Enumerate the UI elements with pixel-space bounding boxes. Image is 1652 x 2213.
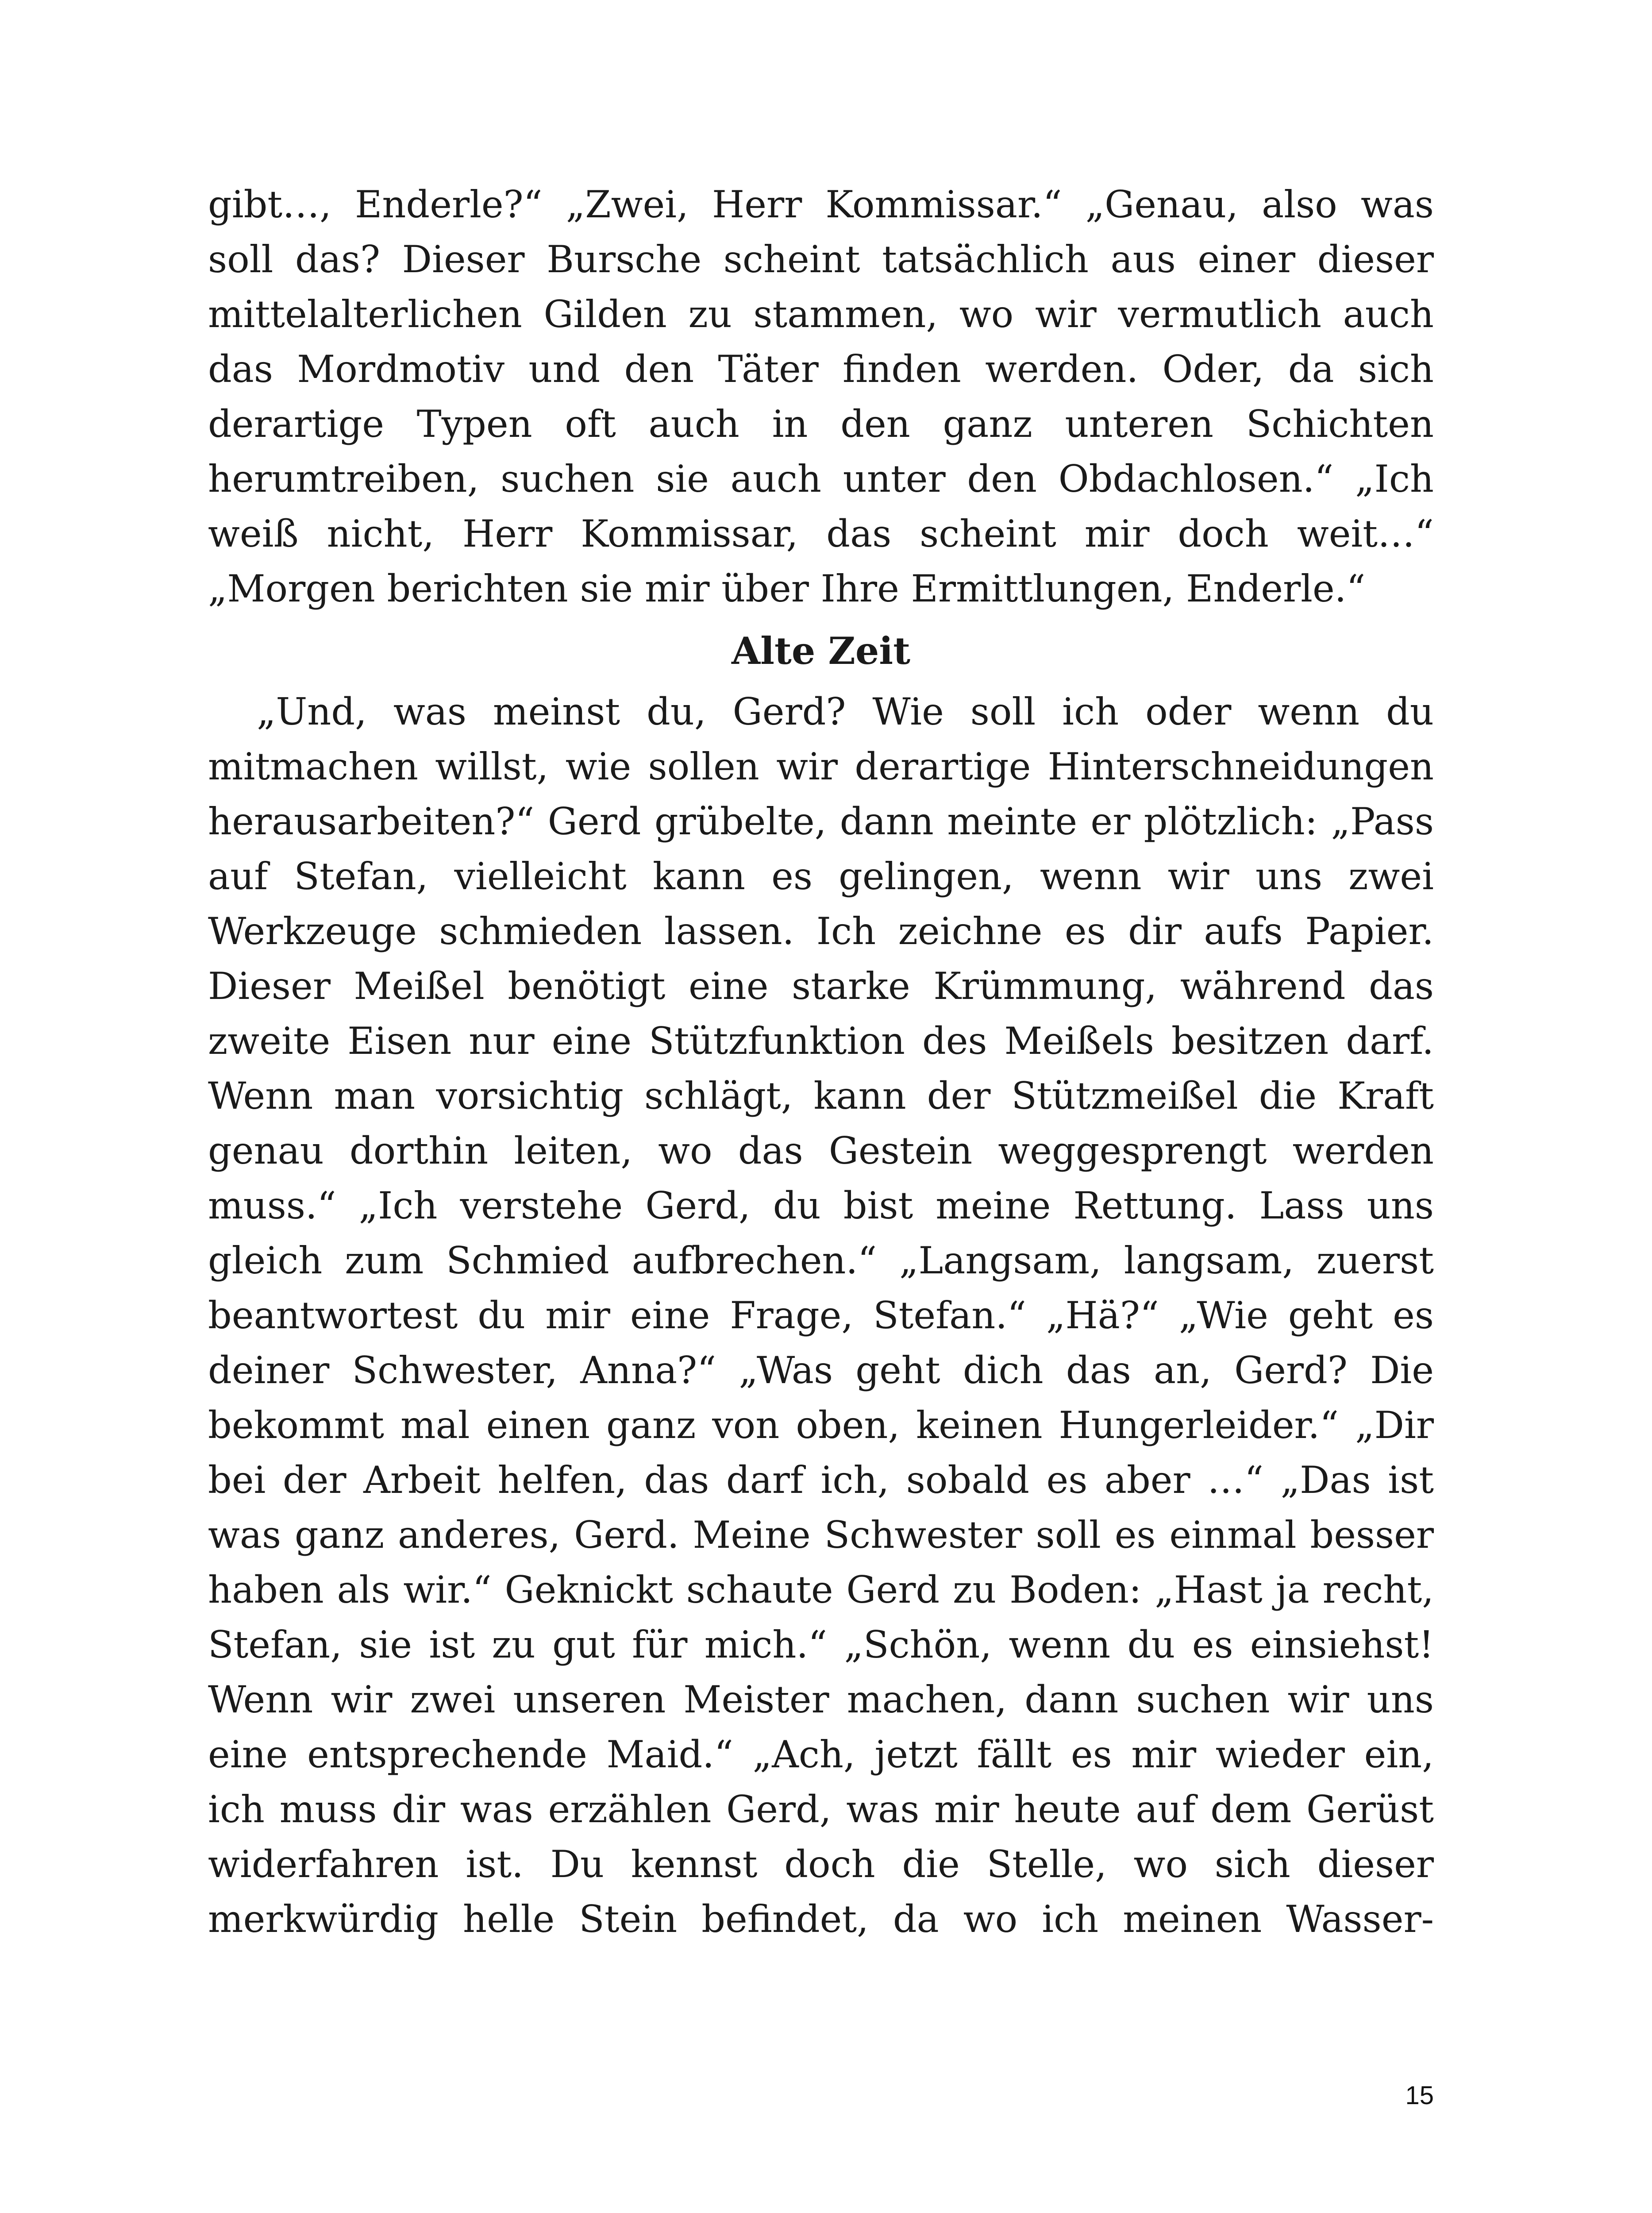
text-line: bekommt mal einen ganz von oben, keinen Hungerleider.“ „Dir	[208, 1403, 1434, 1447]
text-line: was ganz anderes, Gerd. Meine Schwester soll es einmal besser	[208, 1513, 1434, 1557]
text-line: soll das? Dieser Bursche scheint tatsächlich aus einer dieser	[208, 238, 1434, 281]
text-line: beantwortest du mir eine Frage, Stefan.“ „Hä?“ „Wie geht es	[208, 1294, 1434, 1337]
text-line: Dieser Meißel benötigt eine starke Krümmung, während das	[208, 964, 1434, 1008]
text-line: widerfahren ist. Du kennst doch die Stelle, wo sich dieser	[208, 1843, 1434, 1886]
text-line: merkwürdig helle Stein befindet, da wo ich meinen Wasser-	[208, 1897, 1434, 1941]
text-line: zweite Eisen nur eine Stützfunktion des Meißels besitzen darf.	[208, 1019, 1434, 1063]
text-line: muss.“ „Ich verstehe Gerd, du bist meine Rettung. Lass uns	[208, 1184, 1434, 1227]
text-line: derartige Typen oft auch in den ganz unteren Schichten	[208, 402, 1434, 446]
paragraph-alte-zeit	[208, 684, 1434, 1947]
page-body	[208, 177, 1434, 1947]
text-line: das Mordmotiv und den Täter finden werden. Oder, da sich	[208, 347, 1434, 391]
text-line: auf Stefan, vielleicht kann es gelingen, wenn wir uns zwei	[208, 855, 1434, 898]
text-line: herumtreiben, suchen sie auch unter den Obdachlosen.“ „Ich	[208, 457, 1434, 501]
text-line: Wenn man vorsichtig schlägt, kann der Stützmeißel die Kraft	[208, 1074, 1434, 1118]
text-line: bei der Arbeit helfen, das darf ich, sobald es aber …“ „Das ist	[208, 1458, 1434, 1502]
text-line: genau dorthin leiten, wo das Gestein weggesprengt werden	[208, 1129, 1434, 1172]
text-line: „Morgen berichten sie mir über Ihre Ermittlungen, Enderle.“	[208, 567, 1366, 610]
paragraph-continued	[208, 177, 1434, 616]
text-line: Wenn wir zwei unseren Meister machen, dann suchen wir uns	[208, 1678, 1434, 1721]
text-line: eine entsprechende Maid.“ „Ach, jetzt fällt es mir wieder ein,	[208, 1733, 1434, 1776]
text-line: mitmachen willst, wie sollen wir derartige Hinterschneidungen	[208, 745, 1434, 788]
text-line: mittelalterlichen Gilden zu stammen, wo wir vermutlich auch	[208, 293, 1434, 336]
section-heading: Alte Zeit	[731, 629, 911, 673]
text-line: Stefan, sie ist zu gut für mich.“ „Schön, wenn du es einsiehst!	[208, 1623, 1434, 1666]
text-line: „Und, was meinst du, Gerd? Wie soll ich oder wenn du	[257, 690, 1434, 733]
page-number: 15	[1405, 2081, 1434, 2110]
text-line: haben als wir.“ Geknickt schaute Gerd zu Boden: „Hast ja recht,	[208, 1568, 1434, 1612]
text-line: gibt…, Enderle?“ „Zwei, Herr Kommissar.“ „Genau, also was	[208, 183, 1434, 226]
text-line: herausarbeiten?“ Gerd grübelte, dann meinte er plötzlich: „Pass	[208, 800, 1434, 843]
text-line: deiner Schwester, Anna?“ „Was geht dich das an, Gerd? Die	[208, 1349, 1434, 1392]
text-line: Werkzeuge schmieden lassen. Ich zeichne es dir aufs Papier.	[208, 910, 1434, 953]
text-line: weiß nicht, Herr Kommissar, das scheint mir doch weit…“	[208, 512, 1434, 555]
text-line: gleich zum Schmied aufbrechen.“ „Langsam, langsam, zuerst	[208, 1239, 1434, 1282]
text-line: ich muss dir was erzählen Gerd, was mir heute auf dem Gerüst	[208, 1788, 1434, 1831]
